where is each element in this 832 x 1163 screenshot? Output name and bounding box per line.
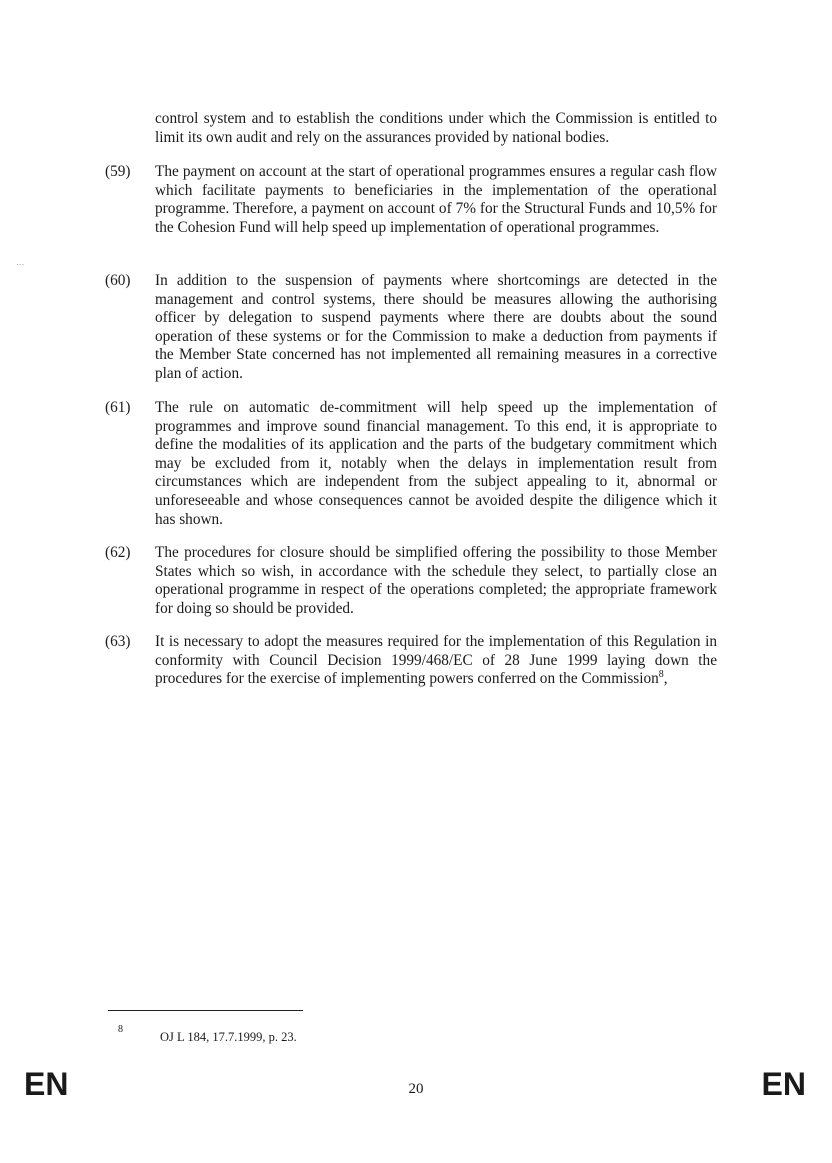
recital-text: The procedures for closure should be simplified offering the possibility to those Member States which so wish, in accordance with the schedule they select, to partially close an operational programme in respect of the operations completed; the appropriate framework for doing so should be provided. [155, 544, 717, 617]
recital-number: (63) [105, 633, 131, 650]
recital-60 [105, 272, 717, 384]
recital-number: (61) [105, 399, 131, 416]
recital-61 [105, 399, 717, 529]
recital-62 [105, 544, 717, 618]
recital-text [155, 633, 717, 689]
footnote-text: OJ L 184, 17.7.1999, p. 23. [160, 1030, 297, 1044]
recital-number: (59) [105, 163, 131, 180]
recital-number: (62) [105, 544, 131, 561]
page-number: 20 [408, 1081, 424, 1097]
continuation-paragraph: control system and to establish the conditions under which the Commission is entitled to limit its own audit and rely on the assurances provided by national bodies. [155, 110, 717, 146]
recital-text-main: It is necessary to adopt the measures required for the implementation of this Regulation in conformity with Council Decision 1999/468/EC of 28 June 1999 laying down the procedures for the exercise of implementing powers conferred on the Commission [155, 633, 717, 688]
recital-59 [105, 163, 717, 237]
recital-text: The payment on account at the start of operational programmes ensures a regular cash flow which facilitate payments to beneficiaries in the implementation of the operational programme. Therefore, a payment on account of 7% for the Structural Funds and 10,5% for the Cohesion Fund will help speed up implementation of operational programmes. [155, 163, 717, 236]
recital-text-trailing: , [663, 670, 668, 688]
language-code-right: EN [761, 1066, 806, 1102]
recital-text: In addition to the suspension of payments where shortcomings are detected in the management and control systems, there should be measures allowing the authorising officer by delegation to suspend payments where there are doubts about the sound operation of these systems or for the Commission to make a deduction from payments if the Member State concerned has not implemented all remaining measures in a corrective plan of action. [155, 272, 717, 382]
footnote-reference: 8 [658, 669, 664, 681]
footnote-separator [108, 1010, 303, 1011]
recital-text: The rule on automatic de-commitment will help speed up the implementation of programmes and improve sound financial management. To this end, it is appropriate to define the modalities of its application and the parts of the budgetary commitment which may be excluded from it, notably when the delays in implementation result from circumstances which are independent from the subject appealing to it, abnormal or unforeseeable and whose consequences cannot be avoided despite the diligence which it has shown. [155, 399, 717, 528]
recital-63 [105, 633, 717, 689]
recital-number: (60) [105, 272, 131, 289]
scan-artifact-icon: ⋮ [15, 260, 25, 269]
footnote-mark: 8 [118, 1024, 123, 1035]
language-code-left: EN [24, 1066, 69, 1102]
